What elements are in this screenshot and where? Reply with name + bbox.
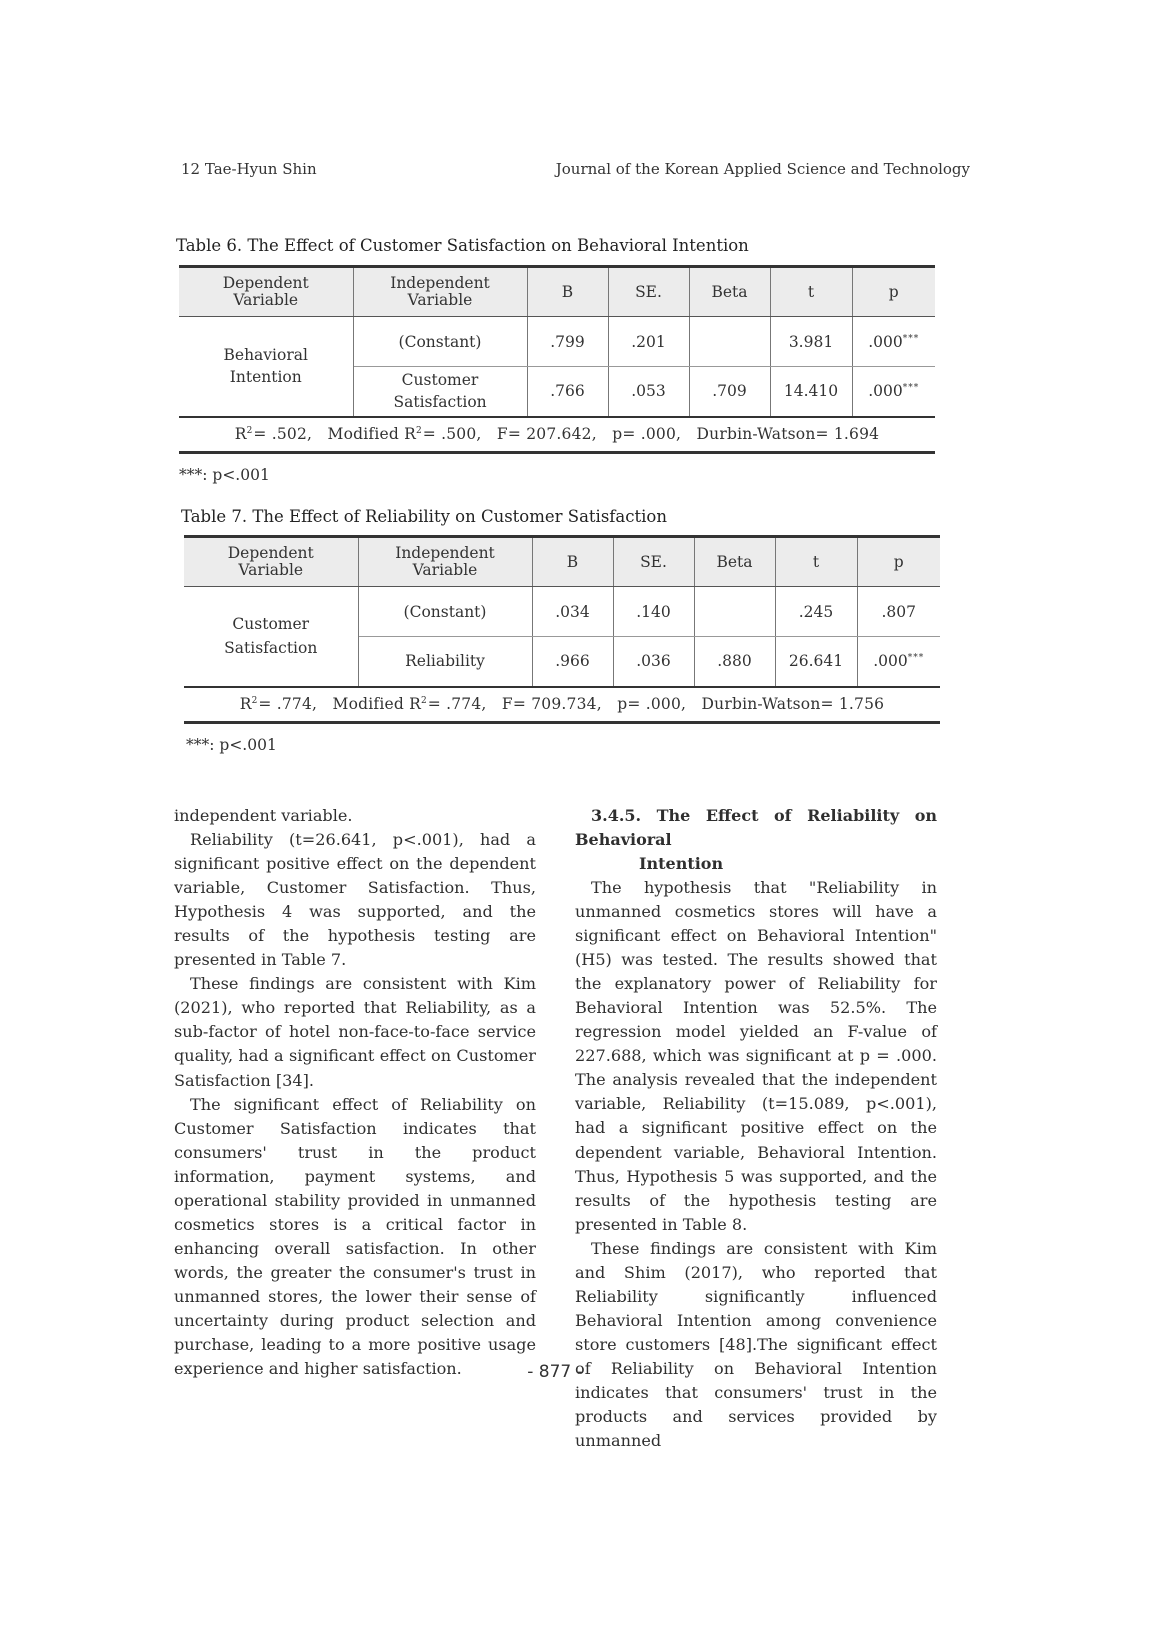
section-heading: 3.4.5. The Effect of Reliability on Behavioral Intention	[575, 806, 937, 873]
table6-note: ***: p<.001	[179, 466, 270, 484]
table-cell: .036	[613, 637, 694, 687]
table-cell: .807	[857, 587, 940, 637]
table-cell: .766	[527, 367, 608, 417]
paragraph: Reliability (t=26.641, p<.001), had a significant positive effect on the dependent variable, Customer Satisfaction. Thus, Hypothesis 4 was supported, and the results of the hypothesis testing are presented in Table 7.	[174, 830, 536, 970]
table-cell: (Constant)	[353, 317, 527, 367]
left-column	[174, 804, 536, 1381]
table-cell: .000***	[857, 637, 940, 687]
table7-caption: Table 7. The Effect of Reliability on Customer Satisfaction	[181, 507, 667, 526]
table7	[184, 535, 940, 724]
table-row	[179, 317, 935, 367]
table-cell: .880	[694, 637, 775, 687]
table-cell: (Constant)	[358, 587, 532, 637]
table-cell: Customer Satisfaction	[353, 367, 527, 417]
table6-header-dependent: Dependent Variable	[179, 267, 353, 317]
table7-header-dependent: Dependent Variable	[184, 537, 358, 587]
paragraph: These findings are consistent with Kim and Shim (2017), who reported that Reliability significantly influenced Behavioral Intention among convenience store customers [48].The significant effect of Reliability on Behavioral Intention indicates that consumers' trust in the products and services provided by unmanned	[575, 1238, 937, 1451]
table6-header-p: p	[852, 267, 935, 317]
table7-header-t: t	[775, 537, 857, 587]
table7-header-b: B	[532, 537, 613, 587]
table-cell: .000***	[852, 317, 935, 367]
table6	[179, 265, 935, 454]
right-column	[575, 804, 937, 1453]
table-cell: .709	[689, 367, 770, 417]
table7-header-beta: Beta	[694, 537, 775, 587]
table6-header-beta: Beta	[689, 267, 770, 317]
paragraph: The significant effect of Reliability on Customer Satisfaction indicates that consumers' trust in the product information, payment systems, and operational stability provided in unmanned cosmetics stores is a critical factor in enhancing overall satisfaction. In other words, the greater the consumer's trust in unmanned stores, the lower their sense of uncertainty during product selection and purchase, leading to a more positive usage experience and higher satisfaction.	[174, 1094, 536, 1379]
running-header-journal: Journal of the Korean Applied Science and Technology	[555, 160, 970, 178]
table-cell: 3.981	[770, 317, 852, 367]
table-cell: .034	[532, 587, 613, 637]
paragraph: The hypothesis that "Reliability in unmanned cosmetics stores will have a significant effect on Behavioral Intention" (H5) was tested. The results showed that the explanatory power of Reliability for Behavioral Intention was 52.5%. The regression model yielded an F-value of 227.688, which was significant at p = .000. The analysis revealed that the independent variable, Reliability (t=15.089, p<.001), had a significant positive effect on the dependent variable, Behavioral Intention. Thus, Hypothesis 5 was supported, and the results of the hypothesis testing are presented in Table 8.	[575, 878, 937, 1234]
paragraph: These findings are consistent with Kim (2021), who reported that Reliability, as a sub-factor of hotel non-face-to-face service quality, had a significant effect on Customer Satisfaction [34].	[174, 974, 536, 1090]
table-cell: .245	[775, 587, 857, 637]
table7-summary: $R^2= .774$, Modified $R^2= .774$, F= 709.734, p= .000, Durbin-Watson= 1.756	[184, 687, 940, 723]
table-cell: .966	[532, 637, 613, 687]
table-cell: .053	[608, 367, 689, 417]
page-number: - 877 -	[527, 1362, 583, 1382]
paragraph: independent variable.	[174, 806, 353, 825]
table-cell: .201	[608, 317, 689, 367]
table6-summary-row	[179, 417, 935, 453]
table-cell	[694, 587, 775, 637]
table-cell: 26.641	[775, 637, 857, 687]
table6-header-se: SE.	[608, 267, 689, 317]
table6-header-independent: Independent Variable	[353, 267, 527, 317]
running-header-author: 12 Tae-Hyun Shin	[181, 160, 317, 178]
table6-caption: Table 6. The Effect of Customer Satisfaction on Behavioral Intention	[176, 236, 749, 255]
table-row	[184, 587, 940, 637]
table6-dependent-cell: Behavioral Intention	[179, 317, 353, 417]
table7-summary-row	[184, 687, 940, 723]
table-cell: 14.410	[770, 367, 852, 417]
table7-header-p: p	[857, 537, 940, 587]
table7-header-independent: Independent Variable	[358, 537, 532, 587]
table7-note: ***: p<.001	[186, 736, 277, 754]
table7-header-se: SE.	[613, 537, 694, 587]
table-cell: .140	[613, 587, 694, 637]
table-cell: Reliability	[358, 637, 532, 687]
table6-header-t: t	[770, 267, 852, 317]
table-cell	[689, 317, 770, 367]
table6-header-b: B	[527, 267, 608, 317]
table-cell: .799	[527, 317, 608, 367]
table7-dependent-cell: Customer Satisfaction	[184, 587, 358, 687]
table6-summary: $R^2= .502$, Modified $R^2= .500$, F= 207.642, p= .000, Durbin-Watson= 1.694	[179, 417, 935, 453]
table-cell: .000***	[852, 367, 935, 417]
